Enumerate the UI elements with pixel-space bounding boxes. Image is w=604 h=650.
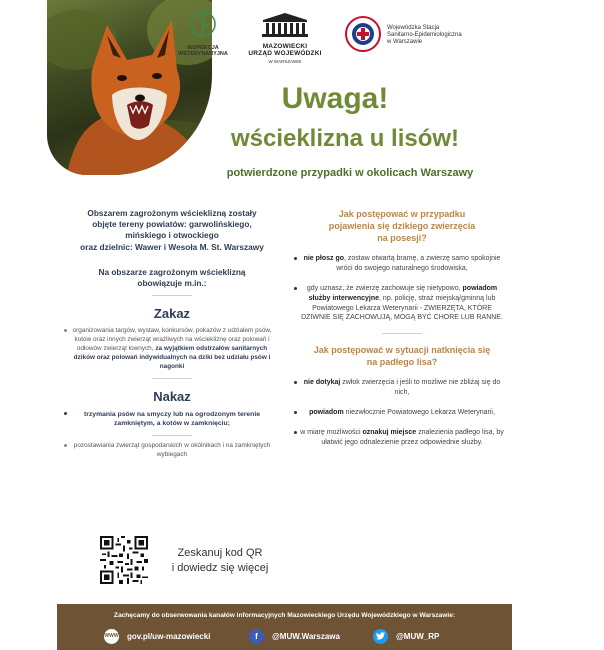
wsse-text: Wojewódzka Stacja Sanitarno-Epidemiologiczna w Warszawie [387, 25, 462, 46]
footer-website-link[interactable] [104, 627, 210, 645]
bullet-icon [294, 257, 297, 260]
divider [152, 435, 192, 436]
facebook-text: @MUW.Warszawa [272, 631, 340, 641]
bullet-icon [294, 431, 297, 434]
twitter-text: @MUW_RP [396, 631, 440, 641]
facebook-icon: f [249, 629, 264, 644]
bullet-icon [64, 329, 67, 332]
website-text: gov.pl/uw-mazowiecki [127, 631, 211, 641]
www-icon: WWW [104, 629, 119, 644]
zakaz-item: organizowania targów, wystaw, konkursów, pokazów z udziałem psów, kotów oraz innych zwierząt wrażliwych na wściekliznę oraz polowań i odłowów zwierząt łownych, za wyjątkiem odstrzałów sanitarnych dzików oraz polowań indywidualnych na dziki bez udziału psów i nagonki [62, 327, 282, 372]
answer-item: nie płosz go, zostaw otwartą bramę, a zwierzę samo spokojnie wróci do swojego naturalnego środowiska, [292, 254, 512, 274]
bullet-icon [64, 444, 67, 447]
footer-intro: Zachęcamy do obserwowania kanałów informacyjnych Mazowieckiego Urzędu Wojewódzkiego w Warszawie: [113, 612, 456, 619]
wsse-logo [345, 16, 485, 56]
bullet-icon [294, 287, 297, 290]
qr-code[interactable] [100, 536, 148, 584]
muw-line3: W WARSZAWIE [268, 58, 302, 64]
bullet-icon [294, 381, 297, 384]
answer-item: powiadom niezwłocznie Powiatowego Lekarza Weterynarii, [292, 408, 512, 418]
answer-item: w miarę możliwości oznakuj miejsce znalezienia padłego lisa, by ułatwić jego odnalezienie przez odpowiednie służby. [292, 428, 512, 448]
bullet-icon [294, 411, 297, 414]
divider [152, 378, 192, 379]
headline-title: Uwaga! [281, 82, 389, 115]
nakaz-title: Nakaz [153, 388, 191, 404]
question-dzikie-zwierze: Jak postępować w przypadku pojawienia się dzikiego zwierzęcia na posesji? [328, 209, 476, 244]
nakaz-item: pozostawiania zwierząt gospodarskich w okólnikach i na zamkniętych wybiegach [62, 442, 282, 460]
bullet-icon [64, 412, 67, 415]
question-padly-lis: Jak postępować w sytuacji natknięcia się na padłego lisa? [313, 345, 491, 368]
muw-line1: MAZOWIECKI [262, 43, 308, 50]
headline-subtitle: wścieklizna u lisów! [230, 125, 460, 152]
zakaz-title: Zakaz [153, 306, 191, 322]
muw-logo [244, 10, 326, 64]
divider [382, 333, 422, 334]
obligation-text: Na obszarze zagrożonym wścieklizną obowiązuje m.in.: [98, 266, 246, 288]
inspekcja-text: INSPEKCJA WETERYNARYJNA [178, 45, 228, 58]
nakaz-item: trzymania psów na smyczy lub na ogrodzonym terenie zamkniętym, a kotów w zamknięciu; [62, 410, 282, 429]
caduceus-icon [190, 10, 216, 40]
danger-zone-text: Obszarem zagrożonym wścieklizną zostały objęte tereny powiatów: garwolińskiego, mińskiego i otwockiego oraz dzielnic: Wawer i Wesoła M. St. Warszawy [80, 208, 264, 252]
qr-caption: Zeskanuj kod QR i dowiedz się więcej [171, 547, 269, 575]
answer-item: gdy uznasz, że zwierzę zachowuje się nietypowo, powiadom służby interwencyjne, np. policję, straż miejską/gminną lub Powiatowego Lekarza Weterynarii - ZWIERZĘTA, KTÓRE DZIWNIE SIĘ ZACHOWUJĄ, MOGĄ BYĆ CHORE LUB RANNE. [292, 284, 512, 323]
building-icon [259, 10, 311, 38]
left-column [62, 208, 282, 460]
footer-facebook-link[interactable] [249, 627, 340, 645]
inspekcja-weterynaryjna-logo [178, 10, 228, 57]
muw-line2: URZĄD WOJEWÓDZKI [248, 50, 322, 58]
divider [152, 295, 192, 296]
footer-bar [57, 604, 512, 650]
footer-twitter-link[interactable] [373, 627, 439, 645]
headline-tagline: potwierdzone przypadki w okolicach Warszawy [226, 167, 474, 179]
right-column [292, 208, 512, 447]
twitter-icon [373, 629, 388, 644]
sanepid-emblem-icon [345, 16, 381, 52]
answer-item: nie dotykaj zwłok zwierzęcia i jeśli to możliwe nie zbliżaj się do nich, [292, 378, 512, 398]
